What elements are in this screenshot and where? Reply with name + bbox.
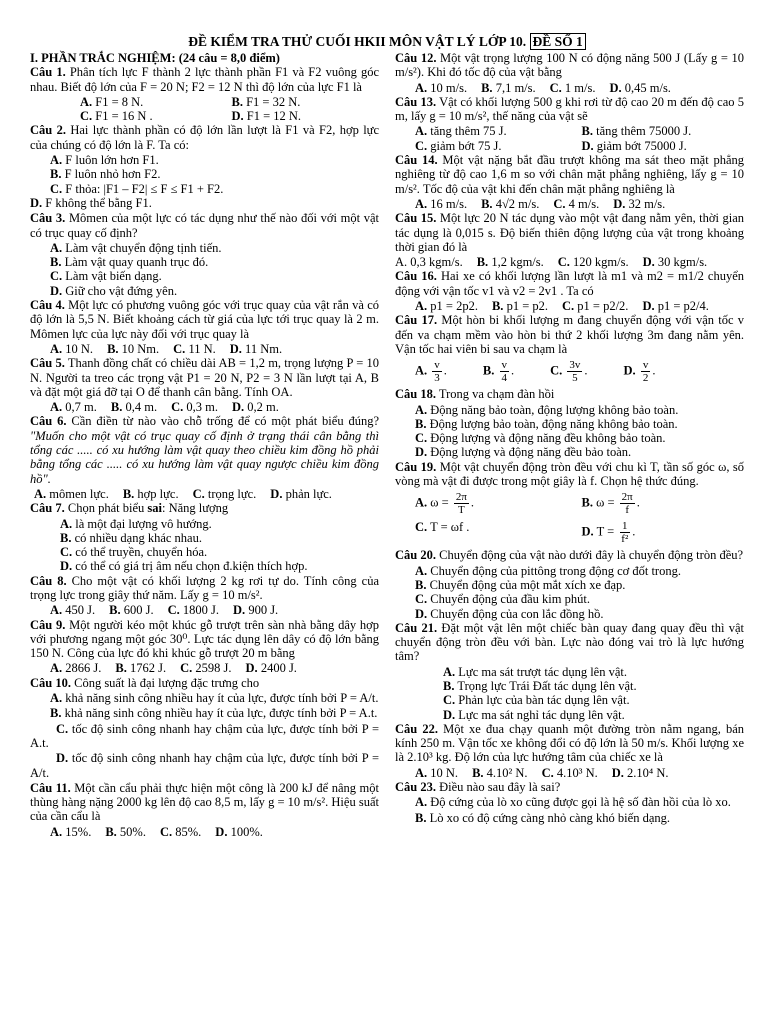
question-1-options <box>30 95 379 124</box>
question-text: Cần điền từ nào vào chỗ trống để có một phát biểu đúng? <box>71 414 379 429</box>
option-d: D. 32 m/s. <box>613 196 666 211</box>
option-d: D. F không thể bằng F1. <box>30 195 152 210</box>
question-number: Câu 15. <box>395 211 437 226</box>
option-b: B. hợp lực. <box>122 486 179 501</box>
option-a: A. F luôn lớn hơn F1. <box>50 153 159 168</box>
question-text: Hai lực thành phần có độ lớn lần lượt là F1 và F2, hợp lực của chúng có độ lớn là F. Ta có: <box>30 123 379 152</box>
option-d: D. $\frac{v}{2}$ . <box>623 359 656 385</box>
option-a: A. Lực ma sát trượt tác dụng lên vật. <box>443 664 628 679</box>
question-1 <box>30 65 379 94</box>
question-16 <box>395 269 744 298</box>
question-number: Câu 9. <box>30 617 66 632</box>
question-number: Câu 20. <box>395 548 436 563</box>
question-number: Câu 11. <box>30 780 71 795</box>
question-number: Câu 8. <box>30 573 67 588</box>
question-text: Trong va chạm đàn hồi <box>438 387 555 402</box>
option-c: C. giảm bớt 75 J. <box>415 138 502 153</box>
fraction: $\frac{v}{2}$ <box>642 359 649 385</box>
question-3-options <box>30 241 379 298</box>
question-text: Một xe đua chạy quanh một đường tròn nằm ngang, bán kính 250 m. Vận tốc xe không đổi có độ lớn là 50 m/s. Khối lượng xe là 2.10³ kg. Độ lớn của lực hướng tâm của chiếc xe là <box>395 721 744 765</box>
option-d: D. 900 J. <box>233 603 279 618</box>
option-d: D. 2.10⁴ N. <box>611 765 669 780</box>
question-12-options <box>395 81 744 95</box>
question-14-options <box>395 197 744 211</box>
option-b: B. 600 J. <box>109 603 154 618</box>
question-text: Hai xe có khối lượng lần lượt là m1 và m2 = m1/2 chuyển động với vận tốc v1 và v2 = 2v1 . Ta có <box>395 269 744 298</box>
option-d: D. tốc độ sinh công nhanh hay chậm của lực, được tính bởi P = A/t. <box>30 751 380 780</box>
option-c: C. Động lượng và động năng đều không bảo toàn. <box>415 431 666 446</box>
question-12 <box>395 51 744 80</box>
question-number: Câu 22. <box>395 721 438 736</box>
left-column <box>30 51 379 839</box>
option-d: D. F1 = 12 N. <box>231 109 302 124</box>
question-13-options <box>395 124 744 153</box>
question-19-options <box>395 491 744 545</box>
question-9 <box>30 618 379 661</box>
question-2-options <box>30 153 379 196</box>
option-c: C. Chuyển động của đầu kim phút. <box>415 592 590 607</box>
option-c: C. p1 = p2/2. <box>562 299 629 314</box>
option-b: B. 0,4 m. <box>110 400 158 415</box>
option-d: D. 30 kgm/s. <box>642 255 708 270</box>
question-11-options <box>30 825 379 839</box>
option-b: B. 1762 J. <box>115 661 167 676</box>
question-6 <box>30 414 379 485</box>
exam-title <box>30 34 744 50</box>
option-c: C. 2598 J. <box>180 661 232 676</box>
option-a: A. 10 N. <box>415 765 459 780</box>
question-number: Câu 2. <box>30 123 66 138</box>
question-number: Câu 10. <box>30 675 71 690</box>
option-c: C. Phản lực của bàn tác dụng lên vật. <box>443 693 630 708</box>
fraction: $\frac{v}{4}$ <box>501 359 507 385</box>
question-3 <box>30 211 379 240</box>
option-d: D. 11 Nm. <box>229 341 283 356</box>
question-text: Đặt một vật lên một chiếc bàn quay đang quay đều thì vật chuyển động tròn đều với bàn. Lực nào đóng vai trò là lực hướng tâm? <box>395 620 745 664</box>
exam-code: ĐỀ SỐ 1 <box>530 33 586 50</box>
question-text: Cho một vật có khối lượng 2 kg rơi tự do. Tính công của trọng lực trong giây thứ năm. Lấy g = 10 m/s². <box>30 573 379 602</box>
option-c: C. F1 = 16 N . <box>80 109 153 124</box>
option-a: A. 16 m/s. <box>415 196 468 211</box>
right-column <box>395 51 744 839</box>
option-a: A. Chuyển động của pittông trong động cơ đốt trong. <box>415 563 681 578</box>
option-c: C. 120 kgm/s. <box>557 255 629 270</box>
question-17 <box>395 313 744 356</box>
question-5 <box>30 356 379 399</box>
option-d: D. giảm bớt 75000 J. <box>581 138 687 153</box>
option-b: B. 7,1 m/s. <box>481 80 536 95</box>
question-text: Điều nào sau đây là sai? <box>439 780 561 795</box>
option-b: B. Làm vật quay quanh trục đó. <box>50 255 209 270</box>
question-text-2: : Năng lượng <box>161 501 229 516</box>
question-quote: "Muốn cho một vật có trục quay cố định ở trạng thái cân bằng thì tổng các ..... có xu hướng làm vật quay theo chiều kim đồng hồ phải bằng tổng các ..... có xu hướng làm vật quay ngược chiều kim đồng hồ". <box>30 428 379 486</box>
option-c: C. $\frac{3v}{5}$ . <box>550 359 588 385</box>
option-a: A. $\frac{v}{3}$ . <box>415 359 447 385</box>
question-number: Câu 3. <box>30 211 66 226</box>
question-text: Một hòn bi khối lượng m đang chuyển động với vận tốc v đến va chạm mềm vào hòn bi thứ 2 khối lượng 3m đang nằm yên. Vận tốc hai viên bi sau va chạm là <box>395 313 744 356</box>
question-7 <box>30 501 379 515</box>
option-a: A. 0,7 m. <box>50 400 97 415</box>
option-b: B. F luôn nhỏ hơn F2. <box>50 167 161 182</box>
question-text: Một lực 20 N tác dụng vào một vật đang nằm yên, thời gian tác dụng là 0,015 s. Độ biến thiên động lượng của vật trong khoảng thời gian đó là <box>395 211 744 254</box>
option-a: A. mômen lực. <box>34 486 109 501</box>
question-emphasis: sai <box>147 501 162 516</box>
question-number: Câu 4. <box>30 298 65 313</box>
option-c: C. 1800 J. <box>167 603 220 618</box>
option-b: B. Chuyển động của một mắt xích xe đạp. <box>415 577 626 592</box>
question-number: Câu 23. <box>395 780 436 795</box>
question-8 <box>30 574 379 603</box>
option-a: A. 10 m/s. <box>415 80 468 95</box>
question-text: Mômen của một lực có tác dụng như thế nào đối với một vật có trục quay cố định? <box>30 211 379 240</box>
question-18-options <box>395 403 744 460</box>
option-b: B. 50%. <box>105 824 146 839</box>
option-b: B. ω = $\frac{2\pi}{f}$ . <box>581 491 640 517</box>
option-a: A. p1 = 2p2. <box>415 299 478 314</box>
question-text: Thanh đồng chất có chiều dài AB = 1,2 m, trọng lượng P = 10 N. Người ta treo các trọng vật P1 = 20 N, P2 = 3 N lần lượt tại A, B và đặt một giá đỡ tại O để thanh cân bằng. Tính OA. <box>30 356 379 399</box>
title-text: ĐỀ KIỂM TRA THỬ CUỐI HKII MÔN VẬT LÝ LỚP 10. <box>188 34 527 49</box>
option-b: B. khả năng sinh công nhiều hay ít của lực, được tính bởi P = A.t. <box>50 706 378 721</box>
option-a: A. 450 J. <box>50 603 96 618</box>
question-20 <box>395 548 744 562</box>
option-d: D. phản lực. <box>270 486 332 501</box>
question-text: Một vật trọng lượng 100 N có động năng 500 J (Lấy g = 10 m/s²). Khi đó tốc độ của vật bằng <box>395 51 744 80</box>
option-c: C. trọng lực. <box>192 486 257 501</box>
question-21-options <box>395 665 744 722</box>
two-column-layout <box>30 51 744 839</box>
option-b: B. 1,2 kgm/s. <box>476 255 544 270</box>
option-d: D. Chuyển động của con lắc đồng hồ. <box>415 606 604 621</box>
fraction: $\frac{2\pi}{f}$ <box>621 491 633 517</box>
option-b: B. $\frac{v}{4}$ . <box>482 359 515 385</box>
option-a: A. Độ cứng của lò xo cũng được gọi là hệ số đàn hồi của lò xo. <box>415 795 731 810</box>
option-b: B. F1 = 32 N. <box>231 94 301 109</box>
question-4-options <box>30 342 379 356</box>
question-17-options <box>395 359 744 384</box>
fraction: $\frac{1}{\text{f²}}$ <box>621 520 629 546</box>
question-22 <box>395 722 744 765</box>
question-6-options <box>30 487 379 501</box>
question-number: Câu 21. <box>395 620 438 635</box>
question-15-options <box>395 255 744 269</box>
option-a: A. ω = $\frac{2\pi}{T}$ . <box>415 491 474 517</box>
option-a: A. 0,3 kgm/s. <box>395 255 463 270</box>
option-d: D. Giữ cho vật đứng yên. <box>50 283 178 298</box>
question-number: Câu 14. <box>395 153 438 168</box>
option-c: C. 1 m/s. <box>549 80 596 95</box>
option-b: B. 4√2 m/s. <box>481 196 540 211</box>
fraction: $\frac{2\pi}{T}$ <box>455 491 467 517</box>
question-18 <box>395 387 744 401</box>
option-c: C. 4 m/s. <box>553 196 600 211</box>
option-a: A. Làm vật chuyển động tịnh tiến. <box>50 240 222 255</box>
option-c: C. tốc độ sinh công nhanh hay chậm của lực, được tính bởi P = A.t. <box>30 721 380 750</box>
question-text: Một người kéo một khúc gỗ trượt trên sàn nhà bằng dây hợp với phương ngang một góc 30⁰. Lực tác dụng lên dây có độ lớn bằng 150 N. Công của lực đó khi khúc gỗ trượt 20 m bằng <box>30 617 380 661</box>
option-d: D. 0,2 m. <box>231 400 279 415</box>
question-14 <box>395 153 744 196</box>
question-text: Chọn phát biểu <box>67 501 145 516</box>
question-number: Câu 13. <box>395 94 437 109</box>
question-15 <box>395 211 744 254</box>
question-text: Phân tích lực F thành 2 lực thành phần F1 và F2 vuông góc nhau. Biết độ lớn của F = 20 N; F2 = 12 N thì độ lớn của lực F1 là <box>30 65 380 94</box>
option-d: D. p1 = p2/4. <box>642 299 709 314</box>
question-13 <box>395 95 744 124</box>
question-text: Vật có khối lượng 500 g khi rơi từ độ cao 20 m đến độ cao 5 m, lấy g = 10 m/s², thế năng của vật sẽ <box>395 94 744 124</box>
question-number: Câu 7. <box>30 501 65 516</box>
option-d: D. Lực ma sát nghỉ tác dụng lên vật. <box>443 707 625 722</box>
question-4 <box>30 298 379 341</box>
question-11 <box>30 781 379 824</box>
question-20-options <box>395 564 744 621</box>
option-a: A. 10 N. <box>50 341 94 356</box>
question-number: Câu 18. <box>395 387 436 402</box>
question-number: Câu 12. <box>395 51 437 65</box>
question-text: Một vật chuyển động tròn đều với chu kì T, tần số góc ω, số vòng mà vật đi được trong một giây là f. Chọn hệ thức đúng. <box>395 459 745 489</box>
question-number: Câu 19. <box>395 459 437 474</box>
option-d: D. có thể có giá trị âm nếu chọn đ.kiện thích hợp. <box>60 559 308 574</box>
option-d: D. Động lượng và động năng đều bảo toàn. <box>415 445 632 460</box>
option-a: A. Động năng bảo toàn, động lượng không bảo toàn. <box>415 402 679 417</box>
question-number: Câu 5. <box>30 356 65 371</box>
question-text: Một lực có phương vuông góc với trục quay của vật rắn và có độ lớn là 5,5 N. Biết khoảng cách từ giá của lực tới trục quay là 2 m. Mômen lực của lực này đối với trục quay là <box>30 298 380 341</box>
fraction: $\frac{v}{3}$ <box>434 359 440 385</box>
option-b: B. p1 = p2. <box>491 299 548 314</box>
option-c: C. 0,3 m. <box>171 400 218 415</box>
question-text: Một cần cẩu phải thực hiện một công là 200 kJ để nâng một thùng hàng nặng 2000 kg lên độ cao 8,5 m, lấy g = 10 m/s². Hiệu suất của cần cẩu là <box>30 780 379 824</box>
option-a: A. tăng thêm 75 J. <box>415 124 507 139</box>
option-d: D. 2400 J. <box>245 661 297 676</box>
option-c: C. F thỏa: |F1 – F2| ≤ F ≤ F1 + F2. <box>50 181 224 196</box>
question-10 <box>30 676 379 690</box>
question-number: Câu 6. <box>30 414 67 429</box>
question-number: Câu 16. <box>395 269 437 284</box>
option-d: D. 0,45 m/s. <box>609 80 671 95</box>
question-19 <box>395 460 744 489</box>
question-23 <box>395 780 744 794</box>
question-16-options <box>395 299 744 313</box>
option-b: B. Lò xo có độ cứng càng nhỏ càng khó biến dạng. <box>415 810 670 825</box>
question-number: Câu 17. <box>395 313 438 328</box>
question-text: Một vật nặng bắt đầu trượt không ma sát theo mặt phẳng nghiêng từ độ cao 1,6 m so với chân mặt phẳng nghiêng, lấy g = 10 m/s². Tốc độ của vật khi đến chân mặt phẳng nghiêng là <box>395 153 744 196</box>
option-a: A. 2866 J. <box>50 661 102 676</box>
question-text: Công suất là đại lượng đặc trưng cho <box>74 675 260 690</box>
question-5-options <box>30 400 379 414</box>
option-a: A. F1 = 8 N. <box>80 94 144 109</box>
question-21 <box>395 621 744 664</box>
option-c: C. T = ωf . <box>415 520 470 535</box>
question-2 <box>30 123 379 152</box>
option-c: C. 85%. <box>159 824 202 839</box>
option-a: A. 15%. <box>50 824 92 839</box>
question-7-options <box>30 517 379 574</box>
option-c: C. 11 N. <box>173 341 216 356</box>
question-number: Câu 1. <box>30 65 66 80</box>
option-b: B. 10 Nm. <box>107 341 160 356</box>
option-b: B. Động lượng bảo toàn, động năng không bảo toàn. <box>415 416 678 431</box>
option-a: A. khả năng sinh công nhiều hay ít của lực, được tính bởi P = A/t. <box>50 691 379 706</box>
option-c: C. Làm vật biến dạng. <box>50 269 162 284</box>
fraction: $\frac{3v}{5}$ <box>569 359 581 385</box>
question-8-options <box>30 603 379 617</box>
question-text: Chuyển động của vật nào dưới đây là chuyển động tròn đều? <box>439 548 744 563</box>
section-heading: I. PHẦN TRẮC NGHIỆM: (24 câu = 8,0 điểm) <box>30 51 280 65</box>
option-c: C. 4.10³ N. <box>541 765 598 780</box>
option-d: D. T = $\frac{1}{\text{f²}}$ . <box>581 520 636 546</box>
option-c: C. có thể truyền, chuyển hóa. <box>60 545 208 560</box>
option-b: B. có nhiều dạng khác nhau. <box>60 530 202 545</box>
option-b: B. 4.10² N. <box>472 765 528 780</box>
question-22-options <box>395 766 744 780</box>
option-b: B. tăng thêm 75000 J. <box>581 124 692 139</box>
option-a: A. là một đại lượng vô hướng. <box>60 516 212 531</box>
question-9-options <box>30 661 379 675</box>
option-d: D. 100%. <box>215 824 263 839</box>
option-b: B. Trọng lực Trái Đất tác dụng lên vật. <box>443 678 637 693</box>
